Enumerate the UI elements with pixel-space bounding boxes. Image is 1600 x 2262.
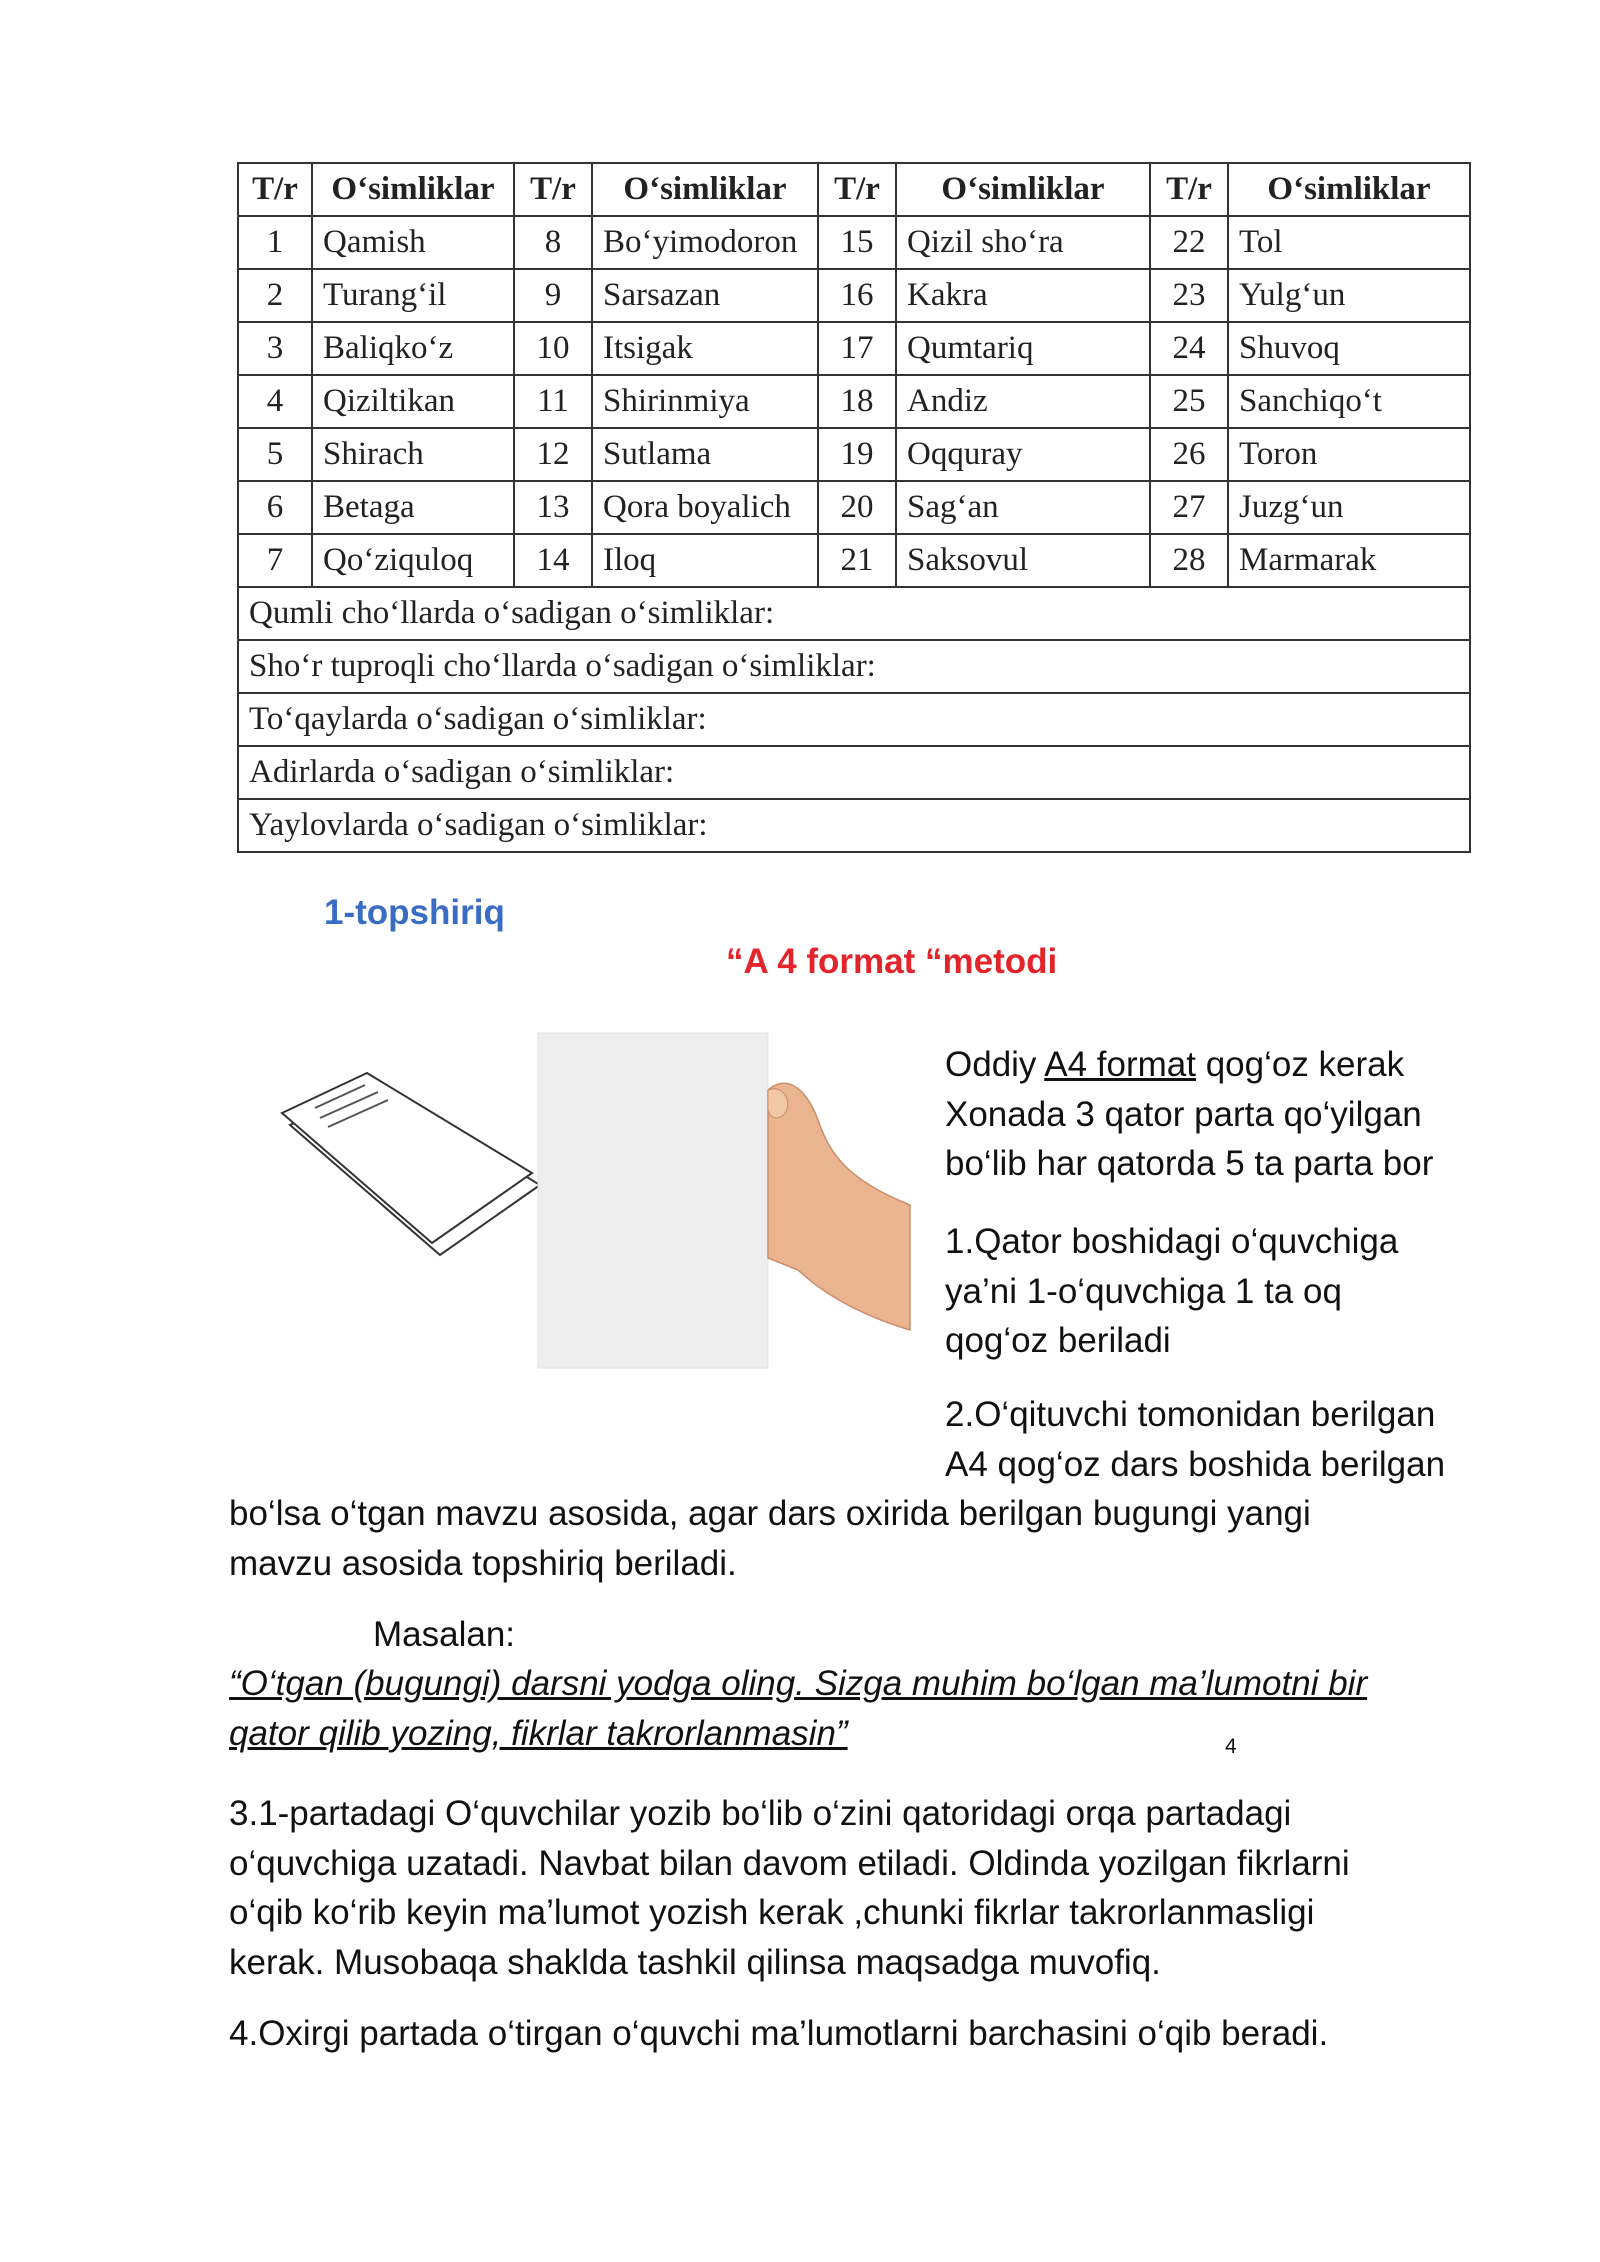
cell-plant: Qizil sho‘ra (896, 216, 1150, 269)
cell-plant: Baliqko‘z (312, 322, 514, 375)
paper-stack-icon (282, 1073, 540, 1255)
cell-plant: Iloq (592, 534, 818, 587)
step3-paragraph (229, 1789, 1350, 1987)
table-row (238, 428, 1470, 481)
cell-plant: Sutlama (592, 428, 818, 481)
cell-number: 27 (1150, 481, 1228, 534)
page-number: 4 (1225, 1735, 1237, 1758)
cell-number: 23 (1150, 269, 1228, 322)
cell-number: 5 (238, 428, 312, 481)
step1-line1: 1.Qator boshidagi o‘quvchiga (945, 1222, 1399, 1261)
intro-paragraph (945, 1040, 1433, 1189)
intro-prefix: Oddiy (945, 1045, 1045, 1084)
step3-line3: o‘qib ko‘rib keyin ma’lumot yozish kerak ,chunki fikrlar takrorlanmasligi (229, 1893, 1315, 1932)
cell-plant: Sanchiqo‘t (1228, 375, 1470, 428)
intro-line2: Xonada 3 qator parta qo‘yilgan (945, 1094, 1422, 1134)
hand-holding-paper-icon (538, 1033, 910, 1368)
cell-plant: Tol (1228, 216, 1470, 269)
cell-plant: Yulg‘un (1228, 269, 1470, 322)
cell-number: 13 (514, 481, 592, 534)
example-quote (229, 1659, 1367, 1758)
cell-number: 19 (818, 428, 896, 481)
a4-format-link[interactable]: A4 format (1044, 1045, 1196, 1084)
cell-number: 16 (818, 269, 896, 322)
table-row (238, 481, 1470, 534)
cell-plant: Betaga (312, 481, 514, 534)
header-plants: O‘simliklar (312, 163, 514, 216)
cell-number: 8 (514, 216, 592, 269)
intro-line1-rest: qog‘oz kerak (1195, 1045, 1405, 1084)
cell-plant: Turang‘il (312, 269, 514, 322)
intro-line3: bo‘lib har qatorda 5 ta parta bor (945, 1144, 1434, 1183)
cell-number: 12 (514, 428, 592, 481)
step2-paragraph-top (945, 1390, 1445, 1489)
cell-number: 4 (238, 375, 312, 428)
cell-plant: Sag‘an (896, 481, 1150, 534)
category-cell: To‘qaylarda o‘sadigan o‘simliklar: (238, 693, 1470, 746)
plants-table (237, 162, 1471, 853)
category-cell: Sho‘r tuproqli cho‘llarda o‘sadigan o‘simliklar: (238, 640, 1470, 693)
category-cell: Adirlarda o‘sadigan o‘simliklar: (238, 746, 1470, 799)
cell-plant: Qora boyalich (592, 481, 818, 534)
cell-number: 24 (1150, 322, 1228, 375)
cell-plant: Shirinmiya (592, 375, 818, 428)
cell-plant: Bo‘yimodoron (592, 216, 818, 269)
cell-number: 15 (818, 216, 896, 269)
cell-number: 18 (818, 375, 896, 428)
cell-number: 10 (514, 322, 592, 375)
category-row (238, 693, 1470, 746)
cell-number: 20 (818, 481, 896, 534)
cell-number: 6 (238, 481, 312, 534)
example-label: Masalan: (373, 1615, 516, 1654)
header-number: T/r (514, 163, 592, 216)
step4-paragraph: 4.Oxirgi partada o‘tirgan o‘quvchi ma’lumotlarni barchasini o‘qib beradi. (229, 2014, 1329, 2053)
header-number: T/r (818, 163, 896, 216)
step1-paragraph (945, 1217, 1398, 1366)
header-number: T/r (238, 163, 312, 216)
cell-number: 17 (818, 322, 896, 375)
cell-number: 7 (238, 534, 312, 587)
header-plants: O‘simliklar (592, 163, 818, 216)
cell-number: 3 (238, 322, 312, 375)
header-number: T/r (1150, 163, 1228, 216)
cell-number: 28 (1150, 534, 1228, 587)
task-label: 1-topshiriq (324, 893, 505, 932)
cell-number: 22 (1150, 216, 1228, 269)
cell-plant: Shirach (312, 428, 514, 481)
cell-plant: Shuvoq (1228, 322, 1470, 375)
table-header-row (238, 163, 1470, 216)
cell-number: 9 (514, 269, 592, 322)
category-cell: Yaylovlarda o‘sadigan o‘simliklar: (238, 799, 1470, 852)
step2-line1: 2.O‘qituvchi tomonidan berilgan (945, 1395, 1436, 1434)
example-quote-line1: “O‘tgan (bugungi) darsni yodga oling. Sizga muhim bo‘lgan ma’lumotni bir (229, 1664, 1368, 1703)
category-row (238, 746, 1470, 799)
cell-plant: Andiz (896, 375, 1150, 428)
category-cell: Qumli cho‘llarda o‘sadigan o‘simliklar: (238, 587, 1470, 640)
table-row (238, 216, 1470, 269)
cell-plant: Qo‘ziquloq (312, 534, 514, 587)
cell-plant: Saksovul (896, 534, 1150, 587)
cell-number: 11 (514, 375, 592, 428)
cell-number: 2 (238, 269, 312, 322)
step2-paragraph-bottom (229, 1489, 1311, 1588)
a4-paper-illustration (270, 1030, 920, 1370)
step2-line2: A4 qog‘oz dars boshida berilgan (945, 1444, 1446, 1484)
category-row (238, 587, 1470, 640)
cell-plant: Qamish (312, 216, 514, 269)
cell-plant: Itsigak (592, 322, 818, 375)
cell-plant: Juzg‘un (1228, 481, 1470, 534)
header-plants: O‘simliklar (896, 163, 1150, 216)
cell-plant: Toron (1228, 428, 1470, 481)
step1-line3: qog‘oz beriladi (945, 1321, 1171, 1360)
cell-plant: Sarsazan (592, 269, 818, 322)
example-quote-line2: qator qilib yozing, fikrlar takrorlanmasin” (229, 1713, 848, 1753)
step2-line3: bo‘lsa o‘tgan mavzu asosida, agar dars oxirida berilgan bugungi yangi (229, 1494, 1311, 1533)
cell-plant: Oqquray (896, 428, 1150, 481)
step2-line4: mavzu asosida topshiriq beriladi. (229, 1543, 737, 1583)
category-row (238, 640, 1470, 693)
cell-plant: Qiziltikan (312, 375, 514, 428)
table-row (238, 375, 1470, 428)
header-plants: O‘simliklar (1228, 163, 1470, 216)
table-row (238, 534, 1470, 587)
cell-plant: Kakra (896, 269, 1150, 322)
category-row (238, 799, 1470, 852)
cell-number: 14 (514, 534, 592, 587)
table-row (238, 269, 1470, 322)
step3-line2: o‘quvchiga uzatadi. Navbat bilan davom etiladi. Oldinda yozilgan fikrlarni (229, 1843, 1350, 1883)
step1-line2: ya’ni 1-o‘quvchiga 1 ta oq (945, 1271, 1342, 1311)
cell-number: 21 (818, 534, 896, 587)
cell-number: 1 (238, 216, 312, 269)
cell-plant: Qumtariq (896, 322, 1150, 375)
step3-line1: 3.1-partadagi O‘quvchilar yozib bo‘lib o‘zini qatoridagi orqa partadagi (229, 1794, 1292, 1833)
cell-number: 26 (1150, 428, 1228, 481)
table-row (238, 322, 1470, 375)
step3-line4: kerak. Musobaqa shaklda tashkil qilinsa maqsadga muvofiq. (229, 1942, 1161, 1982)
method-title: “A 4 format “metodi (726, 942, 1058, 981)
cell-plant: Marmarak (1228, 534, 1470, 587)
cell-number: 25 (1150, 375, 1228, 428)
